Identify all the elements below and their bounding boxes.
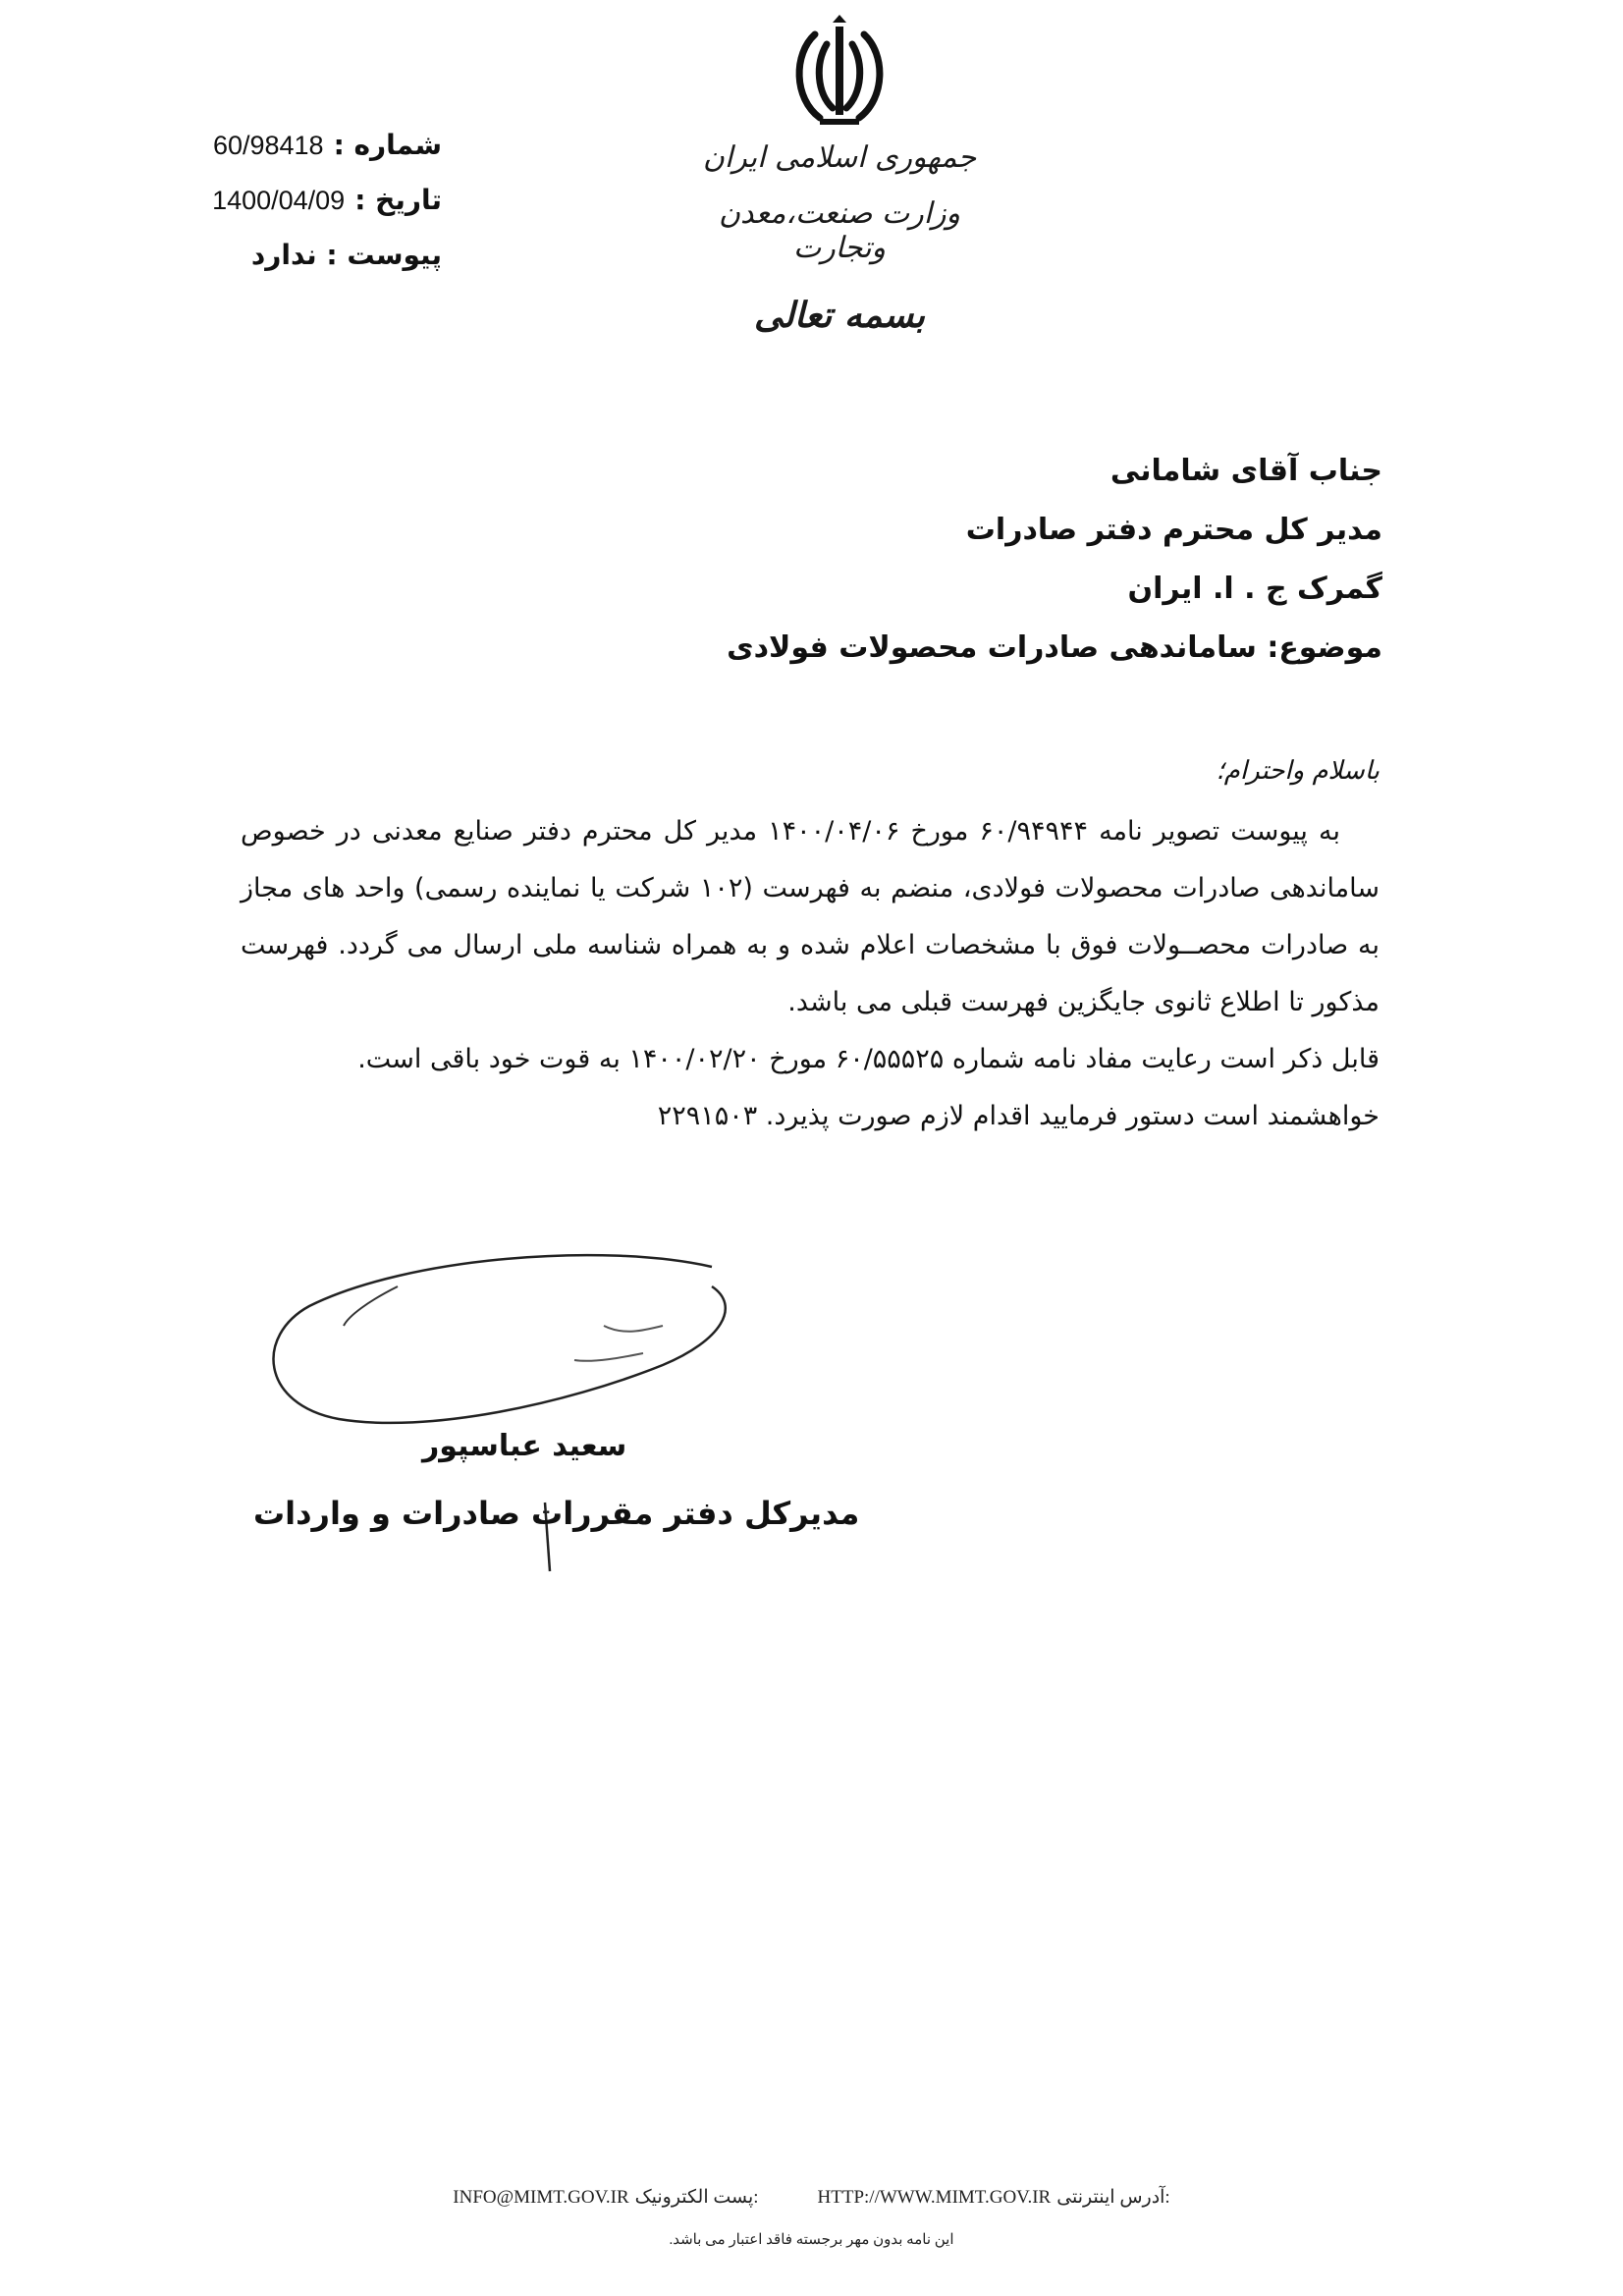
bismillah-heading: بسمه تعالی: [753, 295, 926, 336]
footer-website-label: :آدرس اینترنتی: [1056, 2187, 1170, 2208]
footer-email-label: :پست الکترونیک: [634, 2187, 759, 2208]
letter-attachment-label: پیوست : ندارد: [250, 239, 442, 271]
letter-subject: موضوع: ساماندهی صادرات محصولات فولادی: [727, 630, 1382, 665]
letterhead: [687, 15, 992, 336]
footer-validity-note: این نامه بدون مهر برجسته فاقد اعتبار می باشد.: [669, 2232, 954, 2248]
body-paragraph-1: به پیوست تصویر نامه ۶۰/۹۴۹۴۴ مورخ ۱۴۰۰/۰۴/۰۶ مدیر کل محترم دفتر صنایع معدنی در خصوص ساماندهی صادرات محصولات فولادی، منضم به فهرست (۱۰۲ شرکت یا نماینده رسمی) واحد های مجاز به صادرات محصــولات فوق با مشخصات اعلام شده و به همراه شناسه ملی ارسال می گردد. فهرست مذکور تا اطلاع ثانوی جایگزین فهرست قبلی می باشد.: [241, 816, 1380, 1017]
country-name: جمهوری اسلامی ایران: [702, 140, 977, 175]
footer-email: [453, 2186, 758, 2209]
letter-attachment-row: [147, 228, 442, 283]
iran-emblem-icon: [785, 15, 893, 133]
footer-email-value[interactable]: INFO@MIMT.GOV.IR: [453, 2187, 629, 2208]
recipient-title: مدیر کل محترم دفتر صادرات: [965, 513, 1382, 547]
recipient-block: [499, 442, 1382, 678]
signatory-name: سعید عباسپور: [422, 1429, 627, 1463]
letter-date-label: تاریخ :: [354, 184, 442, 216]
letter-number-value: 60/98418: [212, 131, 324, 160]
letter-number-row: [147, 118, 442, 173]
letter-meta: [147, 118, 442, 283]
greeting: باسلام واحترام؛: [1216, 756, 1380, 786]
recipient-name: جناب آقای شامانی: [1109, 454, 1382, 488]
footer-website: [818, 2186, 1170, 2209]
body-paragraph-3: خواهشمند است دستور فرمایید اقدام لازم صورت پذیرد. ۲۲۹۱۵۰۳: [657, 1101, 1380, 1131]
signatory-title: مدیرکل دفتر مقررات صادرات و واردات: [253, 1495, 860, 1532]
letter-date-value: 1400/04/09: [212, 186, 346, 215]
letter-footer: [0, 2186, 1623, 2249]
ministry-name: وزارت صنعت،معدن وتجارت: [718, 196, 961, 265]
letter-date-row: [147, 173, 442, 228]
body-paragraph-2: قابل ذکر است رعایت مفاد نامه شماره ۶۰/۵۵۵۲۵ مورخ ۱۴۰۰/۰۲/۲۰ به قوت خود باقی است.: [357, 1044, 1380, 1074]
recipient-organization: گمرک ج . ا. ایران: [1127, 572, 1382, 606]
letter-number-label: شماره :: [333, 129, 442, 161]
footer-website-value[interactable]: HTTP://WWW.MIMT.GOV.IR: [817, 2187, 1052, 2208]
letter-body: [241, 803, 1380, 1145]
